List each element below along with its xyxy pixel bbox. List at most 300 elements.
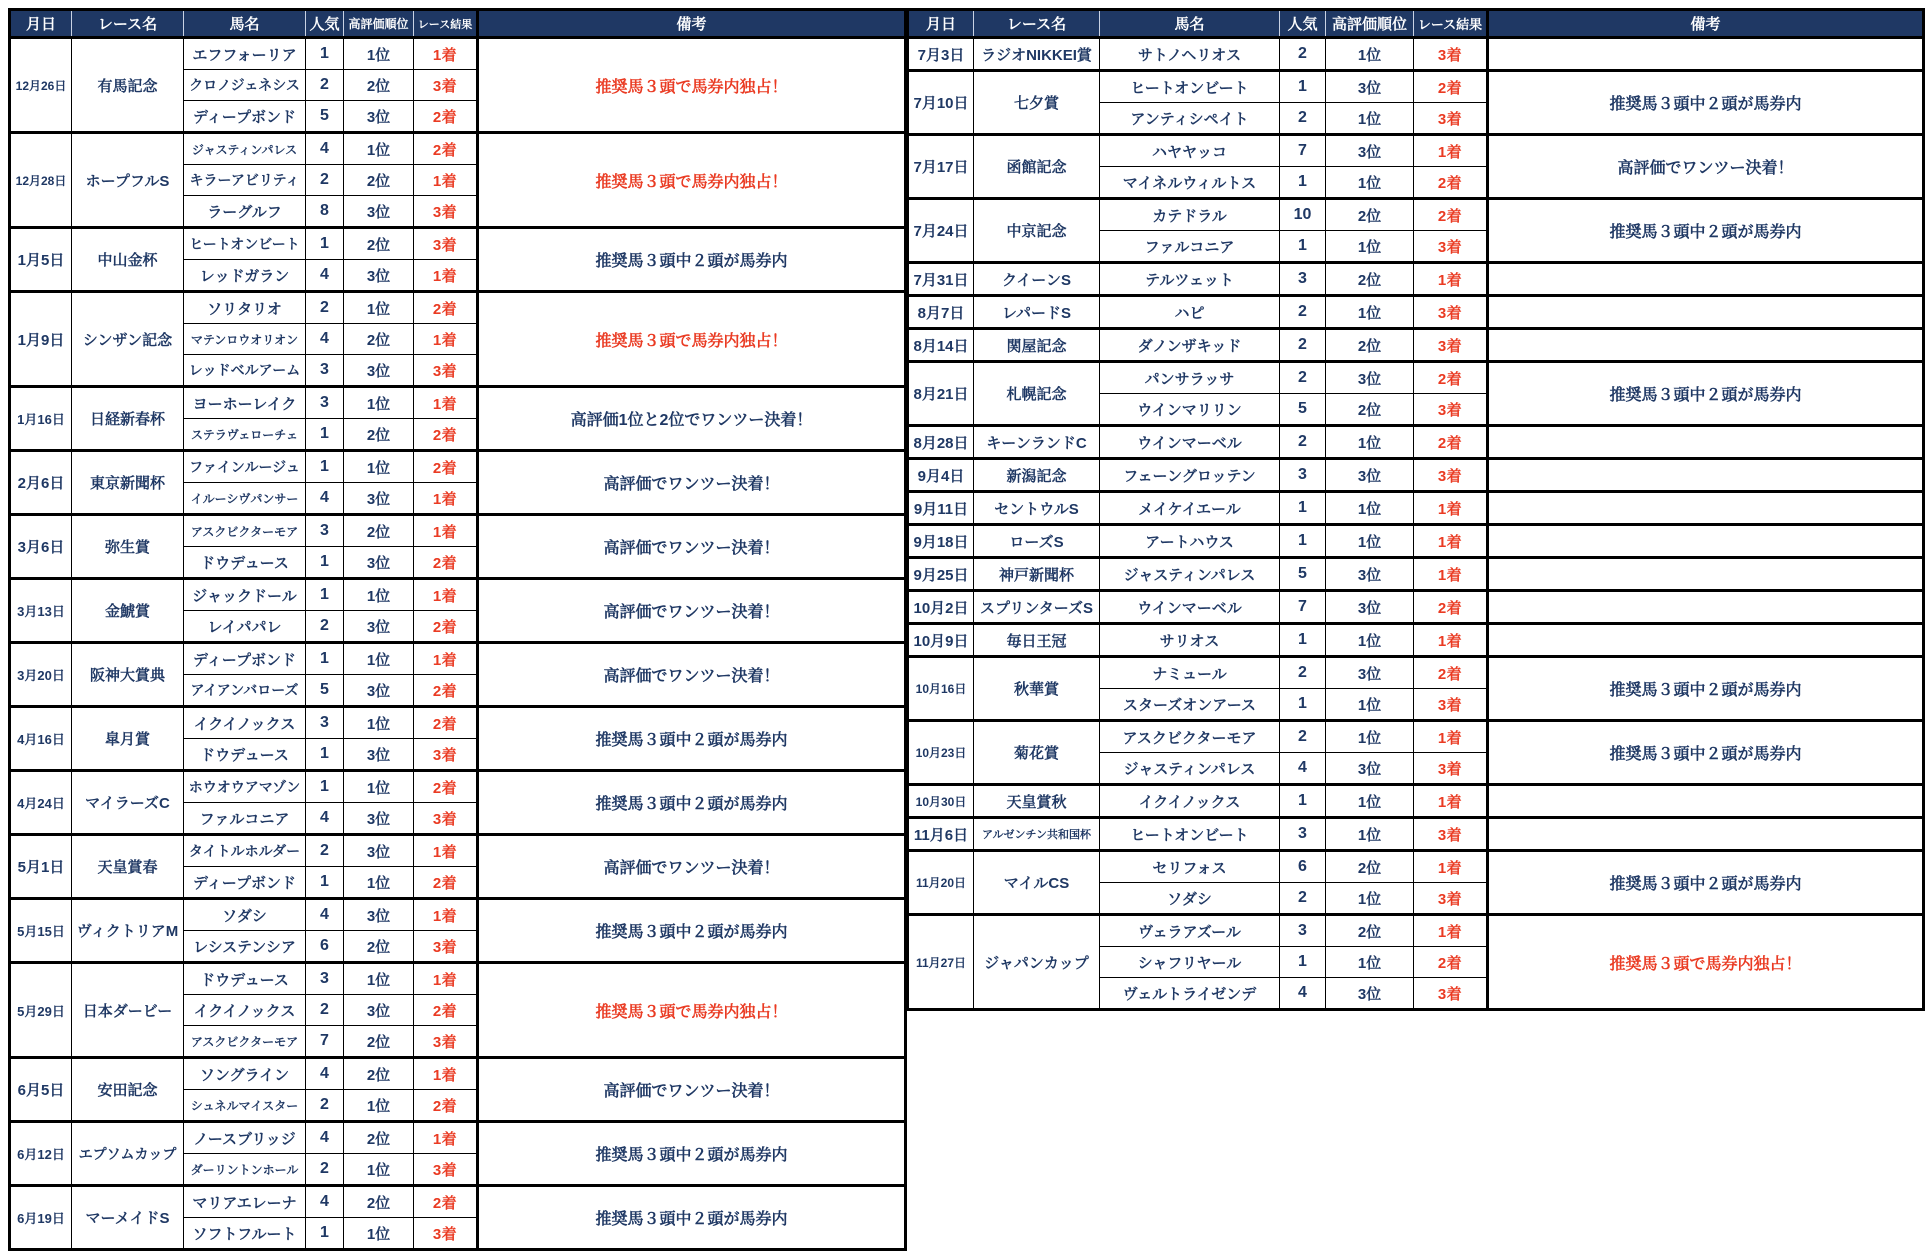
remark-cell [1488, 818, 1924, 851]
remark-cell: 推奨馬３頭中２頭が馬券内 [478, 771, 906, 835]
date-cell: 11月20日 [908, 851, 974, 915]
column-header-7: 備考 [1488, 10, 1924, 38]
result-cell: 1着 [414, 899, 478, 931]
rank-cell: 1位 [344, 963, 414, 995]
race-results-table-left [8, 8, 907, 1251]
date-cell: 12月28日 [10, 133, 72, 228]
popularity-cell: 1 [306, 228, 344, 260]
popularity-cell: 1 [306, 38, 344, 70]
remark-cell [1488, 525, 1924, 558]
remark-cell: 推奨馬３頭中２頭が馬券内 [478, 1186, 906, 1250]
rank-cell: 1位 [344, 1218, 414, 1250]
date-cell: 5月15日 [10, 899, 72, 963]
date-cell: 11月6日 [908, 818, 974, 851]
column-header-4: 人気 [306, 10, 344, 38]
horse-name-cell: ウインマーベル [1100, 426, 1280, 459]
result-cell: 1着 [1414, 851, 1488, 883]
race-name-cell: エプソムカップ [72, 1122, 184, 1186]
remark-cell: 高評価でワンツー決着！ [478, 835, 906, 899]
race-name-cell: ヴィクトリアM [72, 899, 184, 963]
remark-cell [1488, 459, 1924, 492]
race-name-cell: マイラーズC [72, 771, 184, 835]
horse-row [908, 38, 1924, 71]
popularity-cell: 1 [1280, 71, 1326, 103]
rank-cell: 1位 [1326, 947, 1414, 978]
horse-name-cell: フェーングロッテン [1100, 459, 1280, 492]
date-cell: 7月10日 [908, 71, 974, 135]
remark-cell: 推奨馬３頭中２頭が馬券内 [1488, 851, 1924, 915]
popularity-cell: 1 [306, 547, 344, 579]
horse-row [10, 771, 906, 803]
column-header-7: 備考 [478, 10, 906, 38]
result-cell: 2着 [414, 995, 478, 1026]
result-cell: 2着 [1414, 426, 1488, 459]
popularity-cell: 4 [306, 133, 344, 165]
result-cell: 1着 [414, 515, 478, 547]
popularity-cell: 4 [306, 483, 344, 515]
result-cell: 2着 [414, 707, 478, 739]
result-cell: 1着 [414, 483, 478, 515]
horse-name-cell: アスクビクターモア [1100, 721, 1280, 753]
date-cell: 2月6日 [10, 451, 72, 515]
date-cell: 6月19日 [10, 1186, 72, 1250]
horse-row [10, 451, 906, 483]
remark-cell: 推奨馬３頭中２頭が馬券内 [478, 228, 906, 292]
horse-name-cell: ファルコニア [184, 803, 306, 835]
rank-cell: 3位 [344, 675, 414, 707]
horse-name-cell: レイパパレ [184, 611, 306, 643]
date-cell: 7月3日 [908, 38, 974, 71]
rank-cell: 3位 [344, 547, 414, 579]
horse-row [10, 963, 906, 995]
popularity-cell: 3 [1280, 459, 1326, 492]
popularity-cell: 2 [1280, 657, 1326, 689]
result-cell: 3着 [1414, 103, 1488, 135]
horse-name-cell: セリフォス [1100, 851, 1280, 883]
popularity-cell: 1 [306, 771, 344, 803]
race-name-cell: ホープフルS [72, 133, 184, 228]
horse-row [908, 492, 1924, 525]
popularity-cell: 5 [306, 675, 344, 707]
result-cell: 3着 [1414, 38, 1488, 71]
result-cell: 2着 [1414, 167, 1488, 199]
rank-cell: 1位 [1326, 689, 1414, 721]
horse-row [10, 38, 906, 70]
horse-name-cell: ディープボンド [184, 867, 306, 899]
date-cell: 8月7日 [908, 296, 974, 329]
rank-cell: 3位 [1326, 978, 1414, 1010]
horse-row [908, 426, 1924, 459]
remark-cell [1488, 785, 1924, 818]
popularity-cell: 7 [306, 1026, 344, 1058]
race-name-cell: 阪神大賞典 [72, 643, 184, 707]
race-name-cell: 中京記念 [974, 199, 1100, 263]
race-name-cell: クイーンS [974, 263, 1100, 296]
horse-name-cell: ヴェルトライゼンデ [1100, 978, 1280, 1010]
popularity-cell: 2 [306, 70, 344, 101]
horse-name-cell: ダーリントンホール [184, 1154, 306, 1186]
result-cell: 2着 [414, 292, 478, 324]
column-header-2: レース名 [974, 10, 1100, 38]
race-name-cell: 札幌記念 [974, 362, 1100, 426]
rank-cell: 3位 [1326, 591, 1414, 624]
remark-cell [1488, 624, 1924, 657]
race-name-cell: アルゼンチン共和国杯 [974, 818, 1100, 851]
race-results-table-right [906, 8, 1925, 1011]
date-cell: 4月16日 [10, 707, 72, 771]
horse-name-cell: ダノンザキッド [1100, 329, 1280, 362]
horse-name-cell: レッドガラン [184, 260, 306, 292]
rank-cell: 3位 [1326, 657, 1414, 689]
horse-name-cell: ハヤヤッコ [1100, 135, 1280, 167]
race-name-cell: セントウルS [974, 492, 1100, 525]
horse-name-cell: ジャスティンパレス [1100, 558, 1280, 591]
rank-cell: 3位 [344, 995, 414, 1026]
horse-name-cell: ディープボンド [184, 101, 306, 133]
horse-name-cell: ソフトフルート [184, 1218, 306, 1250]
popularity-cell: 8 [306, 196, 344, 228]
rank-cell: 1位 [1326, 525, 1414, 558]
popularity-cell: 2 [1280, 103, 1326, 135]
race-name-cell: 天皇賞春 [72, 835, 184, 899]
horse-row [10, 1058, 906, 1090]
result-cell: 2着 [414, 547, 478, 579]
horse-name-cell: ヴェラアズール [1100, 915, 1280, 947]
date-cell: 1月16日 [10, 387, 72, 451]
popularity-cell: 3 [1280, 263, 1326, 296]
result-cell: 2着 [414, 675, 478, 707]
popularity-cell: 2 [306, 835, 344, 867]
result-cell: 3着 [414, 1026, 478, 1058]
popularity-cell: 2 [1280, 329, 1326, 362]
result-cell: 1着 [1414, 721, 1488, 753]
result-cell: 1着 [414, 1058, 478, 1090]
date-cell: 12月26日 [10, 38, 72, 133]
remark-cell: 推奨馬３頭で馬券内独占！ [478, 38, 906, 133]
popularity-cell: 2 [1280, 721, 1326, 753]
rank-cell: 2位 [344, 515, 414, 547]
result-cell: 1着 [1414, 915, 1488, 947]
rank-cell: 1位 [1326, 296, 1414, 329]
popularity-cell: 1 [1280, 167, 1326, 199]
result-cell: 1着 [414, 963, 478, 995]
date-cell: 10月2日 [908, 591, 974, 624]
horse-name-cell: アンティシペイト [1100, 103, 1280, 135]
horse-row [908, 851, 1924, 883]
remark-cell: 推奨馬３頭で馬券内独占！ [478, 133, 906, 228]
horse-name-cell: タイトルホルダー [184, 835, 306, 867]
date-cell: 7月17日 [908, 135, 974, 199]
horse-name-cell: ウインマーベル [1100, 591, 1280, 624]
rank-cell: 2位 [344, 1186, 414, 1218]
rank-cell: 1位 [344, 867, 414, 899]
horse-name-cell: イクイノックス [184, 995, 306, 1026]
date-cell: 9月25日 [908, 558, 974, 591]
date-cell: 7月31日 [908, 263, 974, 296]
horse-row [908, 296, 1924, 329]
popularity-cell: 3 [1280, 915, 1326, 947]
result-cell: 2着 [1414, 362, 1488, 394]
rank-cell: 1位 [1326, 38, 1414, 71]
horse-name-cell: ヒートオンビート [184, 228, 306, 260]
rank-cell: 1位 [344, 387, 414, 419]
remark-cell: 推奨馬３頭中２頭が馬券内 [1488, 199, 1924, 263]
horse-name-cell: スターズオンアース [1100, 689, 1280, 721]
popularity-cell: 1 [306, 867, 344, 899]
rank-cell: 1位 [344, 707, 414, 739]
popularity-cell: 6 [1280, 851, 1326, 883]
horse-name-cell: ソングライン [184, 1058, 306, 1090]
race-name-cell: マーメイドS [72, 1186, 184, 1250]
popularity-cell: 1 [1280, 947, 1326, 978]
horse-name-cell: ドウデュース [184, 963, 306, 995]
popularity-cell: 4 [1280, 753, 1326, 785]
race-name-cell: マイルCS [974, 851, 1100, 915]
race-name-cell: 日本ダービー [72, 963, 184, 1058]
popularity-cell: 2 [306, 995, 344, 1026]
date-cell: 11月27日 [908, 915, 974, 1010]
popularity-cell: 3 [306, 707, 344, 739]
result-cell: 2着 [414, 1090, 478, 1122]
horse-name-cell: サリオス [1100, 624, 1280, 657]
horse-row [10, 387, 906, 419]
result-cell: 3着 [414, 70, 478, 101]
race-name-cell: 神戸新聞杯 [974, 558, 1100, 591]
remark-cell: 高評価でワンツー決着！ [478, 451, 906, 515]
horse-name-cell: イクイノックス [184, 707, 306, 739]
horse-name-cell: ディープボンド [184, 643, 306, 675]
rank-cell: 2位 [344, 70, 414, 101]
popularity-cell: 1 [306, 451, 344, 483]
rank-cell: 1位 [344, 451, 414, 483]
rank-cell: 2位 [344, 1122, 414, 1154]
rank-cell: 3位 [344, 803, 414, 835]
date-cell: 3月6日 [10, 515, 72, 579]
horse-row [10, 1186, 906, 1218]
remark-cell: 推奨馬３頭中２頭が馬券内 [1488, 657, 1924, 721]
horse-name-cell: カテドラル [1100, 199, 1280, 231]
rank-cell: 3位 [1326, 71, 1414, 103]
popularity-cell: 1 [1280, 492, 1326, 525]
remark-cell: 高評価でワンツー決着！ [478, 1058, 906, 1122]
popularity-cell: 4 [306, 324, 344, 355]
popularity-cell: 1 [306, 579, 344, 611]
rank-cell: 2位 [344, 165, 414, 196]
popularity-cell: 1 [1280, 525, 1326, 558]
rank-cell: 2位 [344, 228, 414, 260]
result-cell: 3着 [1414, 818, 1488, 851]
result-cell: 3着 [414, 739, 478, 771]
horse-row [908, 525, 1924, 558]
popularity-cell: 1 [1280, 785, 1326, 818]
popularity-cell: 5 [1280, 394, 1326, 426]
rank-cell: 2位 [344, 324, 414, 355]
race-name-cell: スプリンターズS [974, 591, 1100, 624]
result-cell: 3着 [414, 355, 478, 387]
result-cell: 3着 [414, 1218, 478, 1250]
remark-cell [1488, 263, 1924, 296]
result-cell: 2着 [1414, 199, 1488, 231]
result-cell: 2着 [414, 771, 478, 803]
horse-row [10, 292, 906, 324]
result-cell: 1着 [414, 260, 478, 292]
result-cell: 3着 [1414, 459, 1488, 492]
race-name-cell: 函館記念 [974, 135, 1100, 199]
result-cell: 3着 [1414, 296, 1488, 329]
horse-row [908, 135, 1924, 167]
race-name-cell: 金鯱賞 [72, 579, 184, 643]
race-name-cell: 安田記念 [72, 1058, 184, 1122]
date-cell: 5月29日 [10, 963, 72, 1058]
result-cell: 2着 [414, 1186, 478, 1218]
remark-cell [1488, 296, 1924, 329]
result-cell: 1着 [414, 643, 478, 675]
result-cell: 2着 [1414, 591, 1488, 624]
result-cell: 1着 [1414, 263, 1488, 296]
column-header-6: レース結果 [1414, 10, 1488, 38]
rank-cell: 3位 [344, 899, 414, 931]
horse-row [10, 707, 906, 739]
horse-name-cell: ドウデュース [184, 547, 306, 579]
rank-cell: 3位 [344, 739, 414, 771]
remark-cell: 推奨馬３頭で馬券内独占！ [478, 292, 906, 387]
race-name-cell: 有馬記念 [72, 38, 184, 133]
popularity-cell: 1 [1280, 624, 1326, 657]
horse-name-cell: アスクビクターモア [184, 515, 306, 547]
rank-cell: 1位 [344, 643, 414, 675]
popularity-cell: 3 [306, 963, 344, 995]
date-cell: 8月21日 [908, 362, 974, 426]
result-cell: 3着 [1414, 394, 1488, 426]
rank-cell: 1位 [1326, 103, 1414, 135]
result-cell: 2着 [414, 101, 478, 133]
popularity-cell: 4 [306, 803, 344, 835]
horse-row [908, 263, 1924, 296]
date-cell: 6月5日 [10, 1058, 72, 1122]
race-name-cell: ジャパンカップ [974, 915, 1100, 1010]
column-header-5: 高評価順位 [344, 10, 414, 38]
race-name-cell: 東京新聞杯 [72, 451, 184, 515]
horse-name-cell: マイネルウィルトス [1100, 167, 1280, 199]
rank-cell: 1位 [344, 292, 414, 324]
rank-cell: 3位 [1326, 362, 1414, 394]
rank-cell: 3位 [344, 260, 414, 292]
rank-cell: 2位 [1326, 394, 1414, 426]
result-cell: 1着 [414, 38, 478, 70]
date-cell: 1月9日 [10, 292, 72, 387]
rank-cell: 1位 [1326, 231, 1414, 263]
date-cell: 9月11日 [908, 492, 974, 525]
remark-cell: 高評価1位と2位でワンツー決着！ [478, 387, 906, 451]
horse-name-cell: ステラヴェローチェ [184, 419, 306, 451]
popularity-cell: 2 [306, 165, 344, 196]
horse-name-cell: ドウデュース [184, 739, 306, 771]
race-name-cell: ローズS [974, 525, 1100, 558]
horse-row [908, 558, 1924, 591]
race-name-cell: 天皇賞秋 [974, 785, 1100, 818]
horse-name-cell: クロノジェネシス [184, 70, 306, 101]
date-cell: 7月24日 [908, 199, 974, 263]
popularity-cell: 1 [306, 739, 344, 771]
result-cell: 1着 [1414, 624, 1488, 657]
horse-row [908, 329, 1924, 362]
popularity-cell: 3 [306, 387, 344, 419]
remark-cell: 推奨馬３頭で馬券内独占！ [478, 963, 906, 1058]
column-header-6: レース結果 [414, 10, 478, 38]
popularity-cell: 4 [306, 1186, 344, 1218]
race-name-cell: 毎日王冠 [974, 624, 1100, 657]
rank-cell: 1位 [1326, 167, 1414, 199]
result-cell: 3着 [1414, 753, 1488, 785]
horse-row [908, 785, 1924, 818]
result-cell: 3着 [1414, 231, 1488, 263]
horse-name-cell: マリアエレーナ [184, 1186, 306, 1218]
popularity-cell: 2 [306, 1154, 344, 1186]
result-cell: 1着 [414, 579, 478, 611]
race-name-cell: 菊花賞 [974, 721, 1100, 785]
result-cell: 3着 [1414, 329, 1488, 362]
result-cell: 3着 [1414, 689, 1488, 721]
date-cell: 8月14日 [908, 329, 974, 362]
result-cell: 1着 [1414, 135, 1488, 167]
rank-cell: 3位 [1326, 135, 1414, 167]
horse-name-cell: ファルコニア [1100, 231, 1280, 263]
popularity-cell: 3 [306, 515, 344, 547]
rank-cell: 1位 [344, 1154, 414, 1186]
result-cell: 2着 [414, 451, 478, 483]
horse-name-cell: ハピ [1100, 296, 1280, 329]
horse-row [10, 579, 906, 611]
horse-name-cell: エフフォーリア [184, 38, 306, 70]
date-cell: 9月18日 [908, 525, 974, 558]
popularity-cell: 2 [1280, 362, 1326, 394]
header-row [10, 10, 906, 38]
result-cell: 1着 [1414, 558, 1488, 591]
remark-cell [1488, 426, 1924, 459]
popularity-cell: 1 [1280, 231, 1326, 263]
remark-cell: 推奨馬３頭中２頭が馬券内 [478, 899, 906, 963]
horse-row [908, 459, 1924, 492]
horse-name-cell: キラーアビリティ [184, 165, 306, 196]
popularity-cell: 6 [306, 931, 344, 963]
horse-name-cell: ソリタリオ [184, 292, 306, 324]
race-name-cell: 新潟記念 [974, 459, 1100, 492]
horse-name-cell: ジャスティンパレス [1100, 753, 1280, 785]
rank-cell: 2位 [344, 1058, 414, 1090]
race-name-cell: シンザン記念 [72, 292, 184, 387]
result-cell: 3着 [1414, 978, 1488, 1010]
horse-name-cell: ソダシ [1100, 883, 1280, 915]
horse-name-cell: ナミュール [1100, 657, 1280, 689]
popularity-cell: 3 [306, 355, 344, 387]
remark-cell: 推奨馬３頭中２頭が馬券内 [1488, 721, 1924, 785]
rank-cell: 1位 [344, 38, 414, 70]
popularity-cell: 7 [1280, 135, 1326, 167]
rank-cell: 2位 [344, 419, 414, 451]
horse-name-cell: マテンロウオリオン [184, 324, 306, 355]
result-cell: 2着 [1414, 947, 1488, 978]
horse-name-cell: アートハウス [1100, 525, 1280, 558]
horse-row [10, 133, 906, 165]
rank-cell: 1位 [1326, 492, 1414, 525]
date-cell: 8月28日 [908, 426, 974, 459]
horse-name-cell: レッドベルアーム [184, 355, 306, 387]
rank-cell: 3位 [1326, 753, 1414, 785]
column-header-1: 月日 [10, 10, 72, 38]
rank-cell: 1位 [1326, 785, 1414, 818]
result-cell: 3着 [414, 228, 478, 260]
remark-cell [1488, 558, 1924, 591]
